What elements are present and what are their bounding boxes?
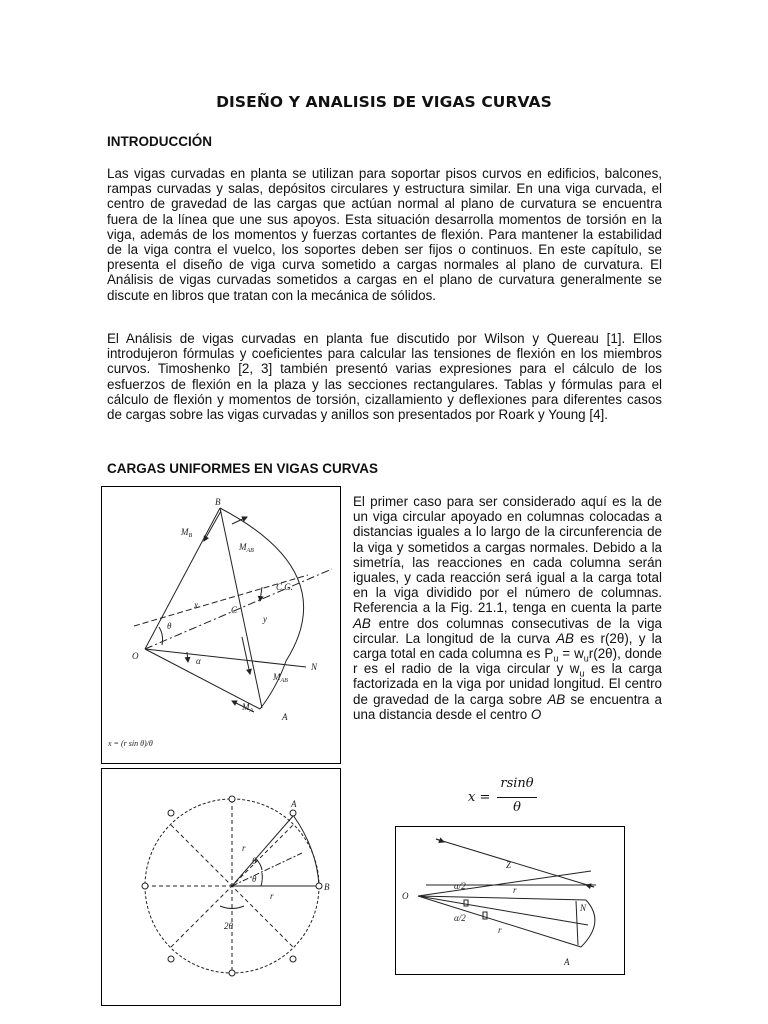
fig1-label-y: y — [263, 614, 267, 624]
fig1-label-MA: $M_A$ — [242, 702, 254, 714]
formula-x — [468, 776, 538, 822]
paragraph-intro-2: El Análisis de vigas curvadas en planta fue discutido por Wilson y Quereau [1]. Ellos introdujeron fórmulas y coeficientes para calcular las tensiones de flexión en los miembros curvos. Timoshenko [2, 3] también presentó varias expresiones para el cálculo de los esfuerzos de flexión en la plaza y las secciones rectangulares. Tablas y fórmulas para el cálculo de flexión y momentos de torsión, cizallamiento y deflexiones para diferentes casos de cargas sobre las vigas curvadas y anillos son presentados por Roark y Young [4]. — [107, 331, 662, 423]
fig3-label-Z: Z — [506, 860, 512, 870]
fig3-label-alpha-half-1: α/2 — [454, 881, 466, 891]
fig1-label-alpha: α — [196, 656, 201, 666]
fig2-label-theta-2: θ — [252, 874, 257, 884]
fig2-label-r-2: r — [270, 891, 274, 901]
fig1-label-B: B — [215, 497, 221, 507]
section-heading-cargas: CARGAS UNIFORMES EN VIGAS CURVAS — [107, 461, 379, 476]
fig2-label-A: A — [291, 799, 297, 809]
formula-bar — [497, 797, 537, 798]
figure-curved-beam-segment — [101, 486, 341, 764]
fig1-label-C: C — [231, 605, 238, 615]
fig2-label-theta-1: θ — [252, 856, 257, 866]
fig2-label-2theta: 2θ — [224, 921, 233, 931]
fig3-label-N: N — [580, 903, 587, 913]
side-text-run: O — [530, 706, 542, 722]
fig3-label-A: A — [564, 957, 570, 967]
formula-denominator: θ — [513, 800, 521, 815]
side-text-run: AB — [353, 615, 371, 631]
formula-lhs: x = — [468, 790, 491, 805]
fig3-label-alpha-half-2: α/2 — [454, 913, 466, 923]
side-text-run: = w — [558, 646, 584, 662]
side-text-run: AB — [556, 630, 574, 646]
side-text-run: r(2θ), donde r es el radio de la viga circular y w — [353, 646, 663, 677]
page-title: DISEÑO Y ANALISIS DE VIGAS CURVAS — [216, 93, 552, 111]
fig3-label-r-2: r — [498, 925, 502, 935]
formula-numerator: rsinθ — [500, 776, 534, 791]
figure-circular-beam-columns — [101, 768, 341, 1006]
side-text-run: u — [579, 668, 585, 679]
paragraph-cargas — [353, 494, 662, 722]
side-text-run: u — [583, 653, 589, 664]
fig2-label-r-1: r — [242, 843, 246, 853]
paragraph-intro-1: Las vigas curvadas en planta se utilizan para soportar pisos curvos en edificios, balcones, rampas curvadas y salas, depósitos circulares y estructura similar. En una viga curvada, el centro de gravedad de las cargas que actúan normal al plano de curvatura se encuentra fuera de la línea que une sus apoyos. Esta situación desarrolla momentos de torsión en la viga, además de los momentos y fuerzas cortantes de flexión. Para mantener la estabilidad de la viga contra el vuelco, los soportes deben ser fijos o continuos. En este capítulo, se presenta el diseño de viga curva sometido a cargas normales al plano de curvatura. El Análisis de vigas curvadas sometidos a cargas en el plano de curvatura generalmente se discute en libros que tratan con la mecánica de sólidos. — [107, 166, 662, 303]
fig1-label-theta: θ — [167, 621, 172, 631]
fig1-label-MAB-top: $M_{AB}$ — [239, 542, 254, 554]
fig1-label-x: x — [194, 600, 198, 610]
side-text-run: u — [553, 653, 559, 664]
fig1-label-A: A — [282, 712, 288, 722]
fig2-label-B: B — [324, 882, 330, 892]
fig1-label-CG: C.G. — [276, 582, 294, 592]
fig1-label-MAB-bottom: $M_{AB}$ — [273, 672, 288, 684]
fig3-label-r-1: r — [513, 885, 517, 895]
figure-resultant-distance — [395, 826, 625, 975]
side-text-run: se encuentra a una distancia desde el centro — [353, 691, 662, 722]
side-text-run: AB — [547, 691, 566, 707]
side-text-run: El primer caso para ser considerado aquí es la de un viga circular apoyado en columnas colocadas a distancias iguales a lo largo de la circunferencia de la viga y sometidos a cargas normales. Debido a la simetría, las reacciones en cada columna serán iguales, y cada reacción será igual a la carga total en la viga dividido por el número de columnas. Referencia a la Fig. 21.1, tenga en cuenta la parte — [353, 494, 662, 616]
fig1-label-MB: $M_B$ — [181, 527, 193, 539]
section-heading-introduccion: INTRODUCCIÓN — [107, 134, 212, 149]
side-text-run: entre dos columnas consecutivas de la viga circular. La longitud de la curva — [353, 615, 662, 646]
fig3-label-O: O — [402, 891, 409, 901]
fig1-label-N: N — [311, 662, 318, 672]
side-text-run: es r(2θ), y la carga total en cada columna es P — [353, 630, 662, 662]
side-text-run: es la carga factorizada en la viga por unidad longitud. El centro de gravedad de la carga sobre — [353, 661, 662, 707]
fig1-label-O: O — [132, 651, 139, 661]
fig1-caption: x = (r sin θ)/θ — [108, 739, 153, 748]
